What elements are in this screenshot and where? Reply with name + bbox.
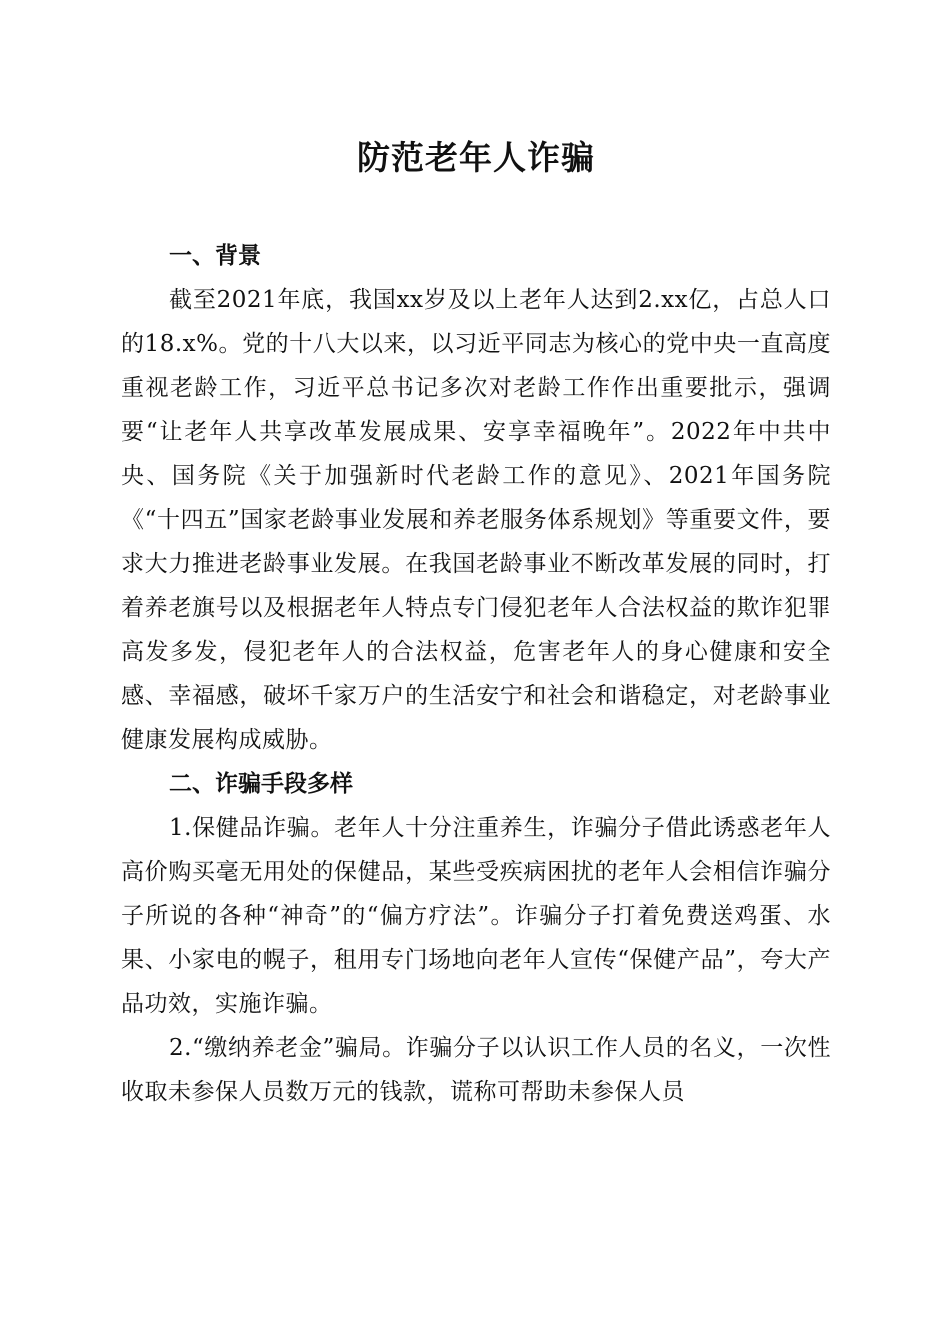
fraud-method-pension-scam: 2.“缴纳养老金”骗局。诈骗分子以认识工作人员的名义，一次性收取未参保人员数万元的钱款，谎称可帮助未参保人员	[121, 1035, 831, 1105]
fraud-method-health-products: 1.保健品诈骗。老年人十分注重养生，诈骗分子借此诱惑老年人高价购买毫无用处的保健品，某些受疾病困扰的老年人会相信诈骗分子所说的各种“神奇”的“偏方疗法”。诈骗分子打着免费送鸡蛋、水果、小家电的幌子，租用专门场地向老年人宣传“保健产品”，夸大产品功效，实施诈骗。	[121, 815, 831, 1017]
section-heading-background: 一、背景	[169, 243, 261, 269]
section-heading-fraud-methods: 二、诈骗手段多样	[169, 771, 353, 797]
document-page	[121, 128, 831, 1114]
document-title: 防范老年人诈骗	[357, 138, 595, 177]
background-paragraph: 截至2021年底，我国xx岁及以上老年人达到2.xx亿，占总人口的18.x%。党的十八大以来，以习近平同志为核心的党中央一直高度重视老龄工作，习近平总书记多次对老龄工作作出重要批示，强调要“让老年人共享改革发展成果、安享幸福晚年”。2022年中共中央、国务院《关于加强新时代老龄工作的意见》、2021年国务院《“十四五”国家老龄事业发展和养老服务体系规划》等重要文件，要求大力推进老龄事业发展。在我国老龄事业不断改革发展的同时，打着养老旗号以及根据老年人特点专门侵犯老年人合法权益的欺诈犯罪高发多发，侵犯老年人的合法权益，危害老年人的身心健康和安全感、幸福感，破坏千家万户的生活安宁和社会和谐稳定，对老龄事业健康发展构成威胁。	[121, 287, 831, 753]
